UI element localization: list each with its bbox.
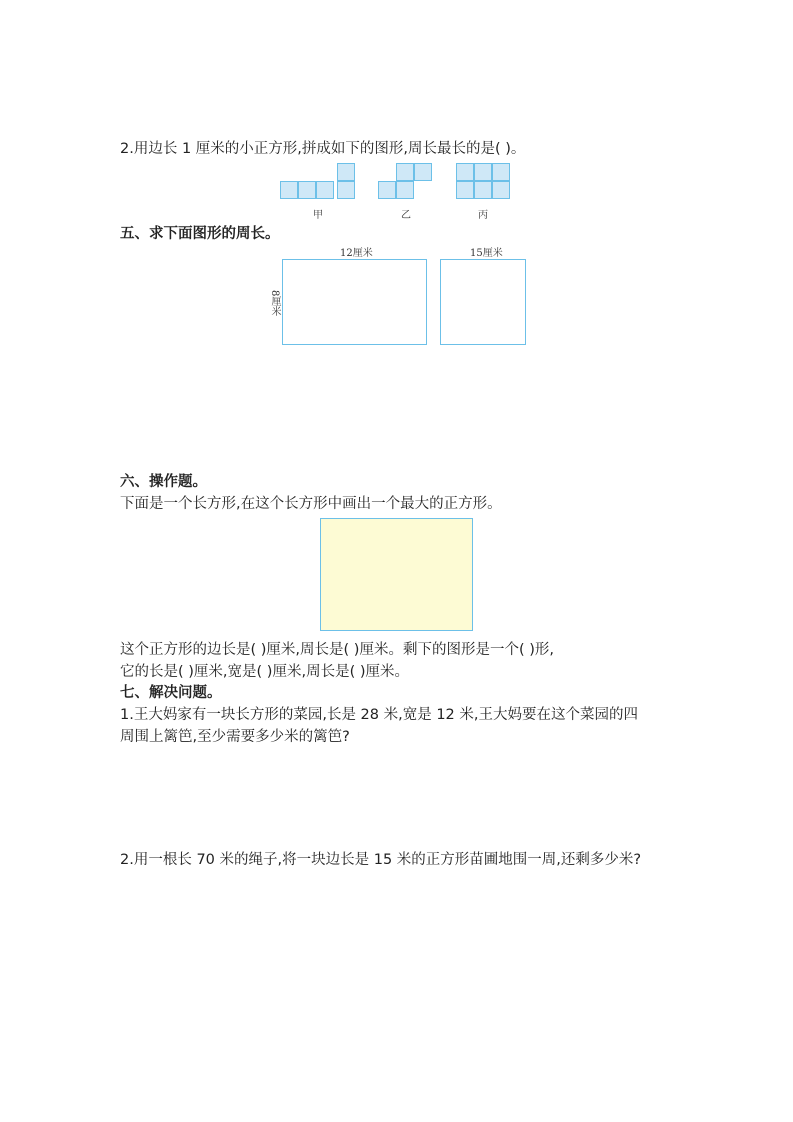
section-5-heading: 五、求下面图形的周长。	[120, 226, 280, 242]
shape-bing-cell	[474, 163, 492, 181]
section-6-fill-line-2: 它的长是( )厘米,宽是( )厘米,周长是( )厘米。	[120, 664, 409, 680]
shape-bing-cell	[492, 163, 510, 181]
shape-jia-label: 甲	[313, 210, 323, 221]
shape-bing-label: 丙	[478, 210, 488, 221]
rect-width-label: 8厘米	[269, 290, 280, 317]
shape-bing-cell	[456, 181, 474, 199]
question-2-text: 2.用边长 1 厘米的小正方形,拼成如下的图形,周长最长的是( )。	[120, 141, 526, 157]
shape-jia-cell	[280, 181, 298, 199]
shape-jia-cell	[337, 163, 355, 181]
square-side-label: 15厘米	[470, 248, 503, 259]
yellow-rectangle	[320, 518, 473, 631]
shape-jia-cell	[298, 181, 316, 199]
shape-yi-cell	[378, 181, 396, 199]
section-6-heading: 六、操作题。	[120, 474, 207, 490]
rectangle-figure	[282, 259, 427, 345]
shape-bing-cell	[474, 181, 492, 199]
square-figure	[440, 259, 526, 345]
section-6-instruction: 下面是一个长方形,在这个长方形中画出一个最大的正方形。	[120, 496, 502, 512]
shape-yi-cell	[396, 163, 414, 181]
shape-bing-cell	[492, 181, 510, 199]
problem-2-text: 2.用一根长 70 米的绳子,将一块边长是 15 米的正方形苗圃地围一周,还剩多少米?	[120, 852, 642, 868]
shape-jia-cell	[337, 181, 355, 199]
shape-jia-cell	[316, 181, 334, 199]
shape-yi-cell	[414, 163, 432, 181]
shape-yi-label: 乙	[401, 210, 411, 221]
section-7-heading: 七、解决问题。	[120, 685, 222, 701]
rect-length-label: 12厘米	[340, 248, 373, 259]
section-6-fill-line-1: 这个正方形的边长是( )厘米,周长是( )厘米。剩下的图形是一个( )形,	[120, 642, 554, 658]
shape-bing-cell	[456, 163, 474, 181]
shape-yi-cell	[396, 181, 414, 199]
problem-1-line-2: 周围上篱笆,至少需要多少米的篱笆?	[120, 729, 350, 745]
problem-1-line-1: 1.王大妈家有一块长方形的菜园,长是 28 米,宽是 12 米,王大妈要在这个菜园的四	[120, 707, 638, 723]
